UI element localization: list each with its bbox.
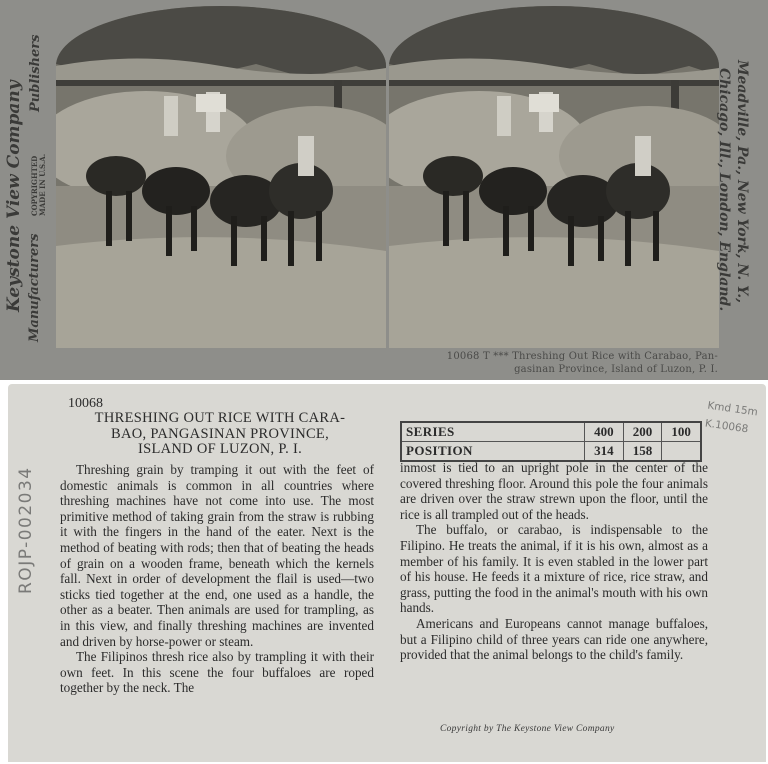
description-left-column [60, 462, 374, 696]
title-line1: THRESHING OUT RICE WITH CARA- [94, 410, 346, 426]
front-caption-line2: gasinan Province, Island of Luzon, P. I. [514, 364, 718, 375]
copyright-line: Copyright by The Keystone View Company [440, 724, 615, 734]
paragraph: The buffalo, or carabao, is indispensable to the Filipino. He treats the animal, if it is his own, almost as a member of his family. It is even stabled in the lower part of his house. He feeds it a mixture of rice, rice straw, and grass, putting the food in the animal's mouth with his own hands. [400, 522, 708, 616]
stereo-photo-right [389, 6, 719, 348]
position-value [662, 442, 701, 462]
paragraph: inmost is tied to an upright pole in the center of the covered threshing floor. Around this pole the four animals are driven over the straw strewn upon the floor, until the rice is all trampled out of the heads. [400, 460, 708, 522]
series-value: 200 [623, 422, 662, 442]
company-name: Keystone View Company [4, 80, 24, 312]
front-caption-line1: 10068 T *** Threshing Out Rice with Carabao, Pan- [446, 351, 718, 362]
position-row [401, 442, 701, 462]
catalog-number: 10068 [68, 396, 103, 411]
position-value: 314 [585, 442, 624, 462]
made-in-label: MADE IN U.S.A. [38, 153, 47, 216]
left-side-imprint [0, 0, 60, 380]
series-value: 100 [662, 422, 701, 442]
publisher-cities-line1: Meadville, Pa., New York, N. Y., [734, 60, 750, 304]
handwritten-notes [704, 397, 759, 440]
paragraph: Threshing grain by tramping it out with the feet of domestic animals is common in all countries where threshing machines have not come into use. The most primitive method of taking grain from the straw is rubbing it with the fingers in the hand of the eater. Next is the method of beating with rods; then that of beating the heads of grain on a wooden frame, beneath which the kernels fall. Next in order of development the flail is used—two sticks tied together at the end, one used as a handle, the other as a beater. Then animals are used for trampling, as in this view, and finally threshing machines are invented and driven by horse-power or steam. [60, 462, 374, 649]
stereo-photo-left [56, 6, 386, 348]
series-value: 400 [585, 422, 624, 442]
right-side-imprint [708, 0, 768, 380]
handwritten-note: K.10068 [704, 417, 750, 436]
publishers-label: Publishers [28, 34, 43, 112]
series-position-table [400, 421, 702, 462]
handwritten-note: Kmd 15m [706, 399, 759, 419]
series-label: SERIES [401, 422, 585, 442]
copyrighted-label: COPYRIGHTED [30, 155, 39, 216]
handwritten-id: ROJP-002034 [16, 466, 36, 594]
manufacturers-label: Manufacturers [27, 233, 42, 342]
series-row [401, 422, 701, 442]
card-title [60, 411, 380, 458]
title-line3: ISLAND OF LUZON, P. I. [137, 441, 303, 457]
paragraph: Americans and Europeans cannot manage buffaloes, but a Filipino child of three years can ride one anywhere, provided that the animal belongs to the child's family. [400, 615, 708, 663]
paragraph: The Filipinos thresh rice also by trampling it with their own feet. In this scene the four buffaloes are roped together by the neck. The [60, 649, 374, 696]
threshing-scene-image [56, 6, 386, 348]
publisher-cities-line2: Chicago, Ill., London, England. [716, 68, 732, 312]
front-caption [388, 350, 718, 376]
stereo-card-back [8, 384, 766, 762]
description-right-column [400, 460, 708, 663]
stereo-card-front [0, 0, 768, 380]
position-label: POSITION [401, 442, 585, 462]
title-line2: BAO, PANGASINAN PROVINCE, [110, 425, 330, 442]
position-value: 158 [623, 442, 662, 462]
threshing-scene-image [389, 6, 719, 348]
